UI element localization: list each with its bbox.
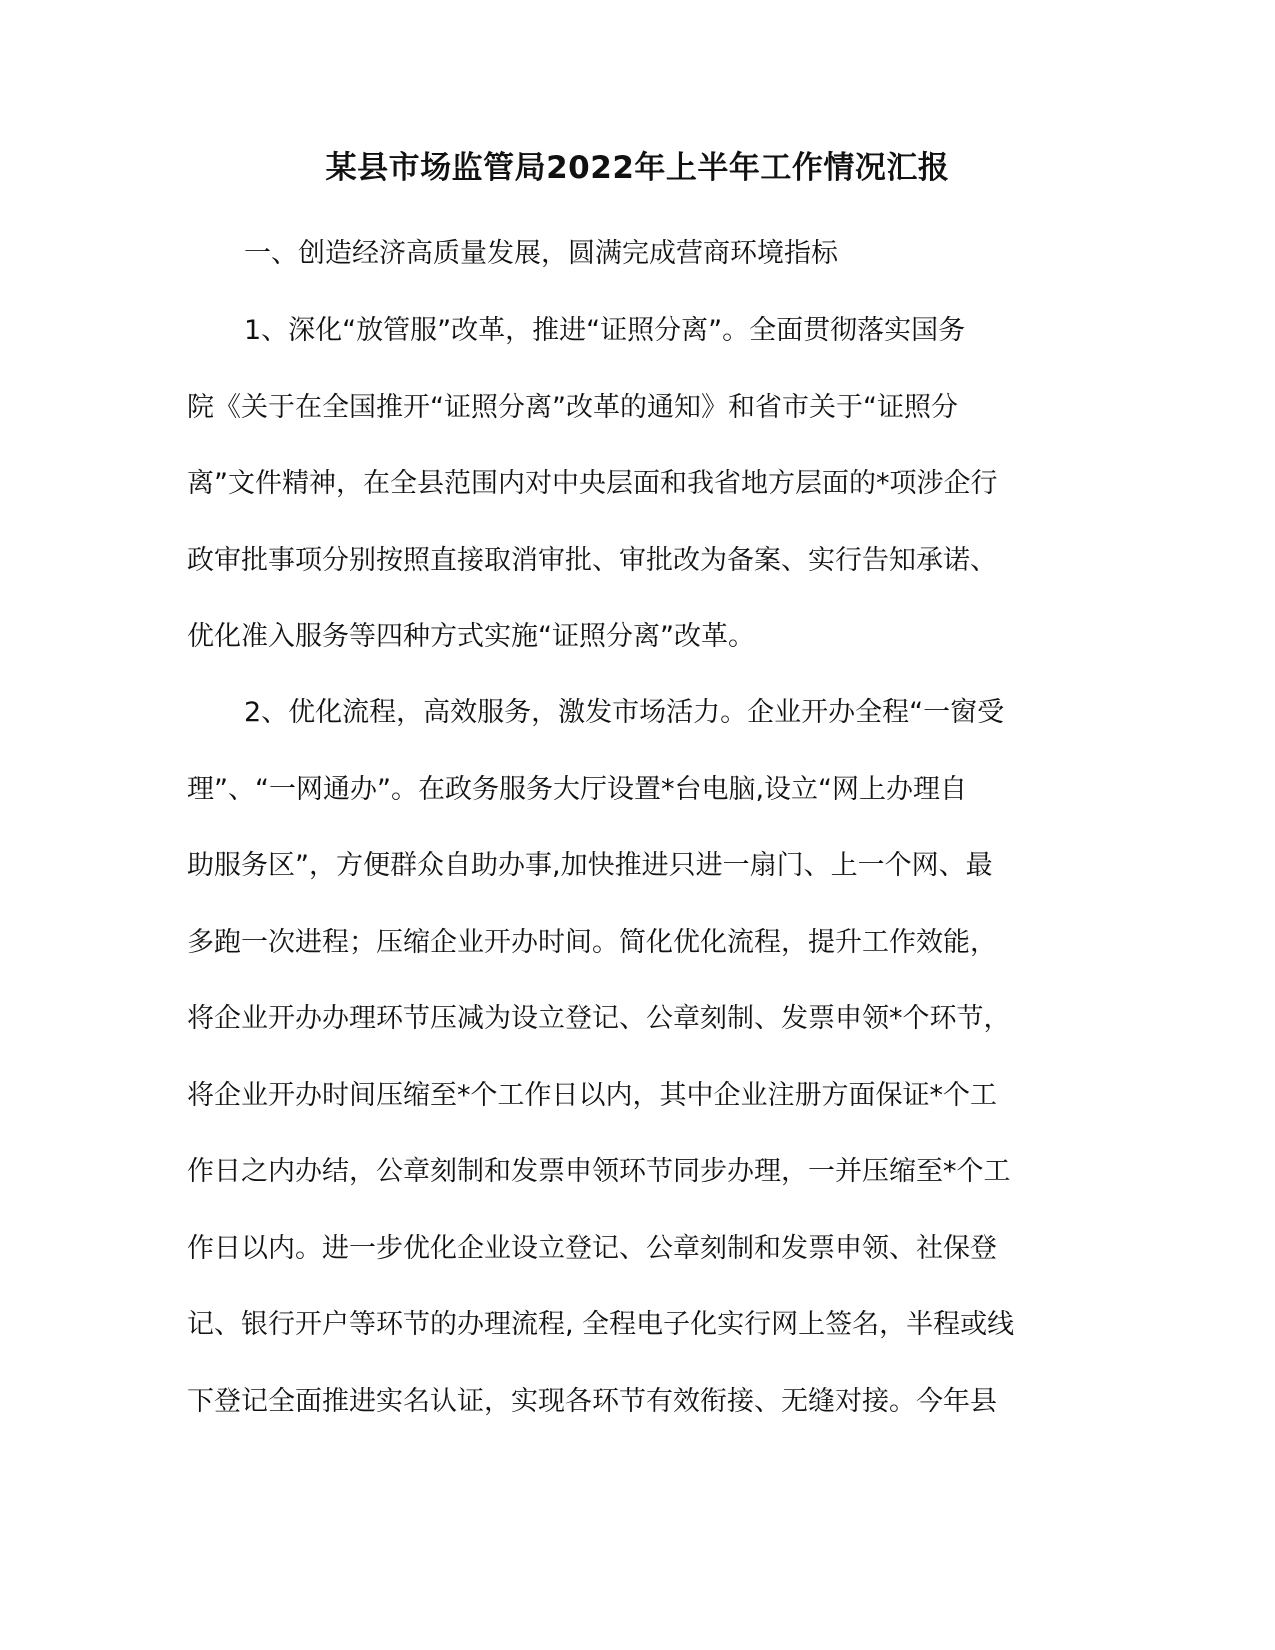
paragraph-line: 政审批事项分别按照直接取消审批、审批改为备案、实行告知承诺、 (187, 544, 997, 576)
paragraph-line: 将企业开办办理环节压减为设立登记、公章刻制、发票申领*个环节， (187, 1003, 1011, 1034)
paragraph-1 (187, 313, 1087, 696)
paragraph-line: 助服务区”，方便群众自助办事,加快推进只进一扇门、上一个网、最 (187, 850, 993, 881)
paragraph-line: 将企业开办时间压缩至*个工作日以内，其中企业注册方面保证*个工 (187, 1079, 997, 1111)
paragraph-line: 优化准入服务等四种方式实施“证照分离”改革。 (187, 621, 755, 652)
paragraph-2 (187, 695, 1087, 1460)
document-title: 某县市场监管局2022年上半年工作情况汇报 (325, 150, 950, 186)
paragraph-line: 2、优化流程，高效服务，激发市场活力。企业开办全程“一窗受 (244, 697, 1005, 728)
paragraph-line: 下登记全面推进实名认证，实现各环节有效衔接、无缝对接。今年县 (187, 1385, 997, 1417)
paragraph-line: 作日以内。进一步优化企业设立登记、公章刻制和发票申领、社保登 (187, 1232, 997, 1264)
paragraph-line: 离”文件精神，在全县范围内对中央层面和我省地方层面的*项涉企行 (187, 468, 998, 499)
paragraph-line: 院《关于在全国推开“证照分离”改革的通知》和省市关于“证照分 (187, 391, 958, 423)
paragraph-line: 理”、“一网通办”。在政务服务大厅设置*台电脑,设立“网上办理自 (187, 773, 968, 805)
paragraph-line: 1、深化“放管服”改革，推进“证照分离”。全面贯彻落实国务 (244, 315, 966, 346)
section-heading: 一、创造经济高质量发展，圆满完成营商环境指标 (244, 238, 838, 269)
paragraph-line: 记、银行开户等环节的办理流程, 全程电子化实行网上签名，半程或线 (187, 1309, 1015, 1340)
paragraph-line: 作日之内办结，公章刻制和发票申领环节同步办理，一并压缩至*个工 (187, 1156, 1011, 1187)
paragraph-line: 多跑一次进程；压缩企业开办时间。简化优化流程，提升工作效能， (187, 926, 997, 958)
